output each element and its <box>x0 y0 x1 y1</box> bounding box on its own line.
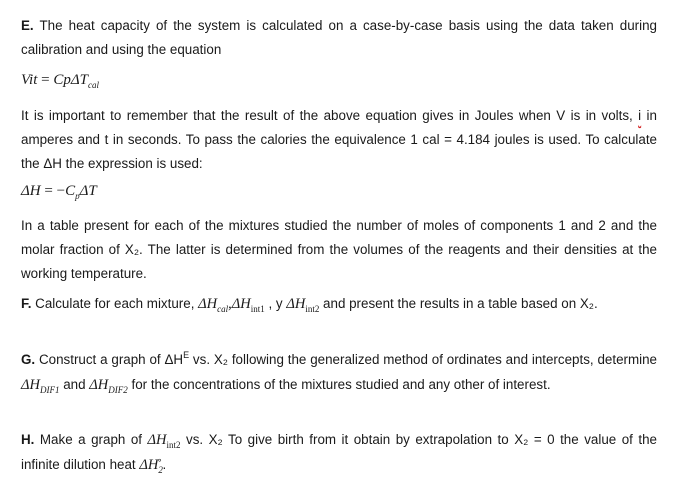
equation-dh-c: C <box>65 183 76 199</box>
section-h-letter: H. <box>21 432 35 447</box>
equation-dh-csub: p <box>75 191 80 201</box>
section-g-dh-dif1: ΔH <box>21 377 40 393</box>
section-f-comma: , <box>228 296 232 312</box>
equation-vit-subscript: cal <box>88 80 100 90</box>
section-e-paragraph-3: In a table present for each of the mixtures studied the number of moles of components 1 and 2 and the molar fraction of X₂. The latter is determined from the volumes of the reagents and their densities at the working temperature. <box>21 218 657 281</box>
section-h-text-b: vs. X₂ To give birth from it obtain by extrapolation to X₂ = 0 the value of the infinite dilution heat <box>21 432 657 472</box>
section-g-and: and <box>59 377 90 392</box>
section-e-text: The heat capacity of the system is calculated on a case-by-case basis using the data taken during calibration and using the equation <box>21 18 657 57</box>
section-e-text2b: in amperes and t in seconds. To pass the calories the equivalence 1 cal = 4.184 joules is used. To calculate the ΔH the expression is used: <box>21 108 657 171</box>
section-f-dh-cal: ΔH <box>198 296 218 312</box>
section-h-dh-int2-sub: int2 <box>166 440 181 450</box>
equation-dh-equals: = − <box>40 183 66 199</box>
section-h-dh-int2: ΔH <box>147 432 167 448</box>
section-f-letter: F. <box>21 296 32 311</box>
equation-dh-lhs: ΔH <box>21 183 41 199</box>
section-f-dh-int1: ΔH <box>231 296 251 312</box>
section-h-dh-infinite-sub: 2 <box>158 465 163 475</box>
section-f-dh-int2-sub: int2 <box>305 304 320 314</box>
section-f-dh-int1-sub: int1 <box>250 304 265 314</box>
spellcheck-i: i <box>638 108 642 123</box>
section-g-text-c: for the concentrations of the mixtures studied and any other of interest. <box>127 377 551 392</box>
equation-delta-h <box>21 181 97 202</box>
section-g-paragraph <box>21 348 657 398</box>
equation-vit-lhs: Vit <box>21 72 38 88</box>
section-f-text-y: , y <box>264 296 287 311</box>
section-g-dh-dif2: ΔH <box>89 377 109 393</box>
section-g-sup-e: E <box>183 350 190 360</box>
section-f-text-a: Calculate for each mixture, <box>31 296 199 311</box>
section-e-paragraph <box>21 14 657 62</box>
section-e-paragraph-2 <box>21 104 657 176</box>
section-g-text-a: Construct a graph of ΔH <box>35 352 184 367</box>
section-g-letter: G. <box>21 352 36 367</box>
section-g-text-b: vs. X₂ following the generalized method of ordinates and intercepts, determine <box>189 352 657 367</box>
section-h-end: . <box>162 457 167 472</box>
section-h-dh-infinite: ΔH <box>139 457 159 473</box>
section-h-text-a: Make a graph of <box>34 432 148 447</box>
section-g-dh-dif1-sub: DIF1 <box>39 385 60 395</box>
section-f-dh-int2: ΔH <box>286 296 306 312</box>
section-e-letter: E. <box>21 18 34 33</box>
section-g-dh-dif2-sub: DIF2 <box>108 385 128 395</box>
section-f-paragraph <box>21 292 657 317</box>
section-f-text-b: and present the results in a table based on X₂. <box>319 296 598 311</box>
equation-vit <box>21 70 99 91</box>
equation-dh-rhs: ΔT <box>79 183 97 199</box>
equation-vit-equals: = <box>37 72 54 88</box>
section-h-dh-infinite-sup: ∘ <box>156 455 163 465</box>
section-h-paragraph <box>21 428 657 478</box>
equation-vit-rhs: CpΔT <box>53 72 89 88</box>
section-e-text2a: It is important to remember that the result of the above equation gives in Joules when V is in volts, <box>21 108 639 123</box>
section-f-dh-cal-sub: cal <box>217 304 229 314</box>
